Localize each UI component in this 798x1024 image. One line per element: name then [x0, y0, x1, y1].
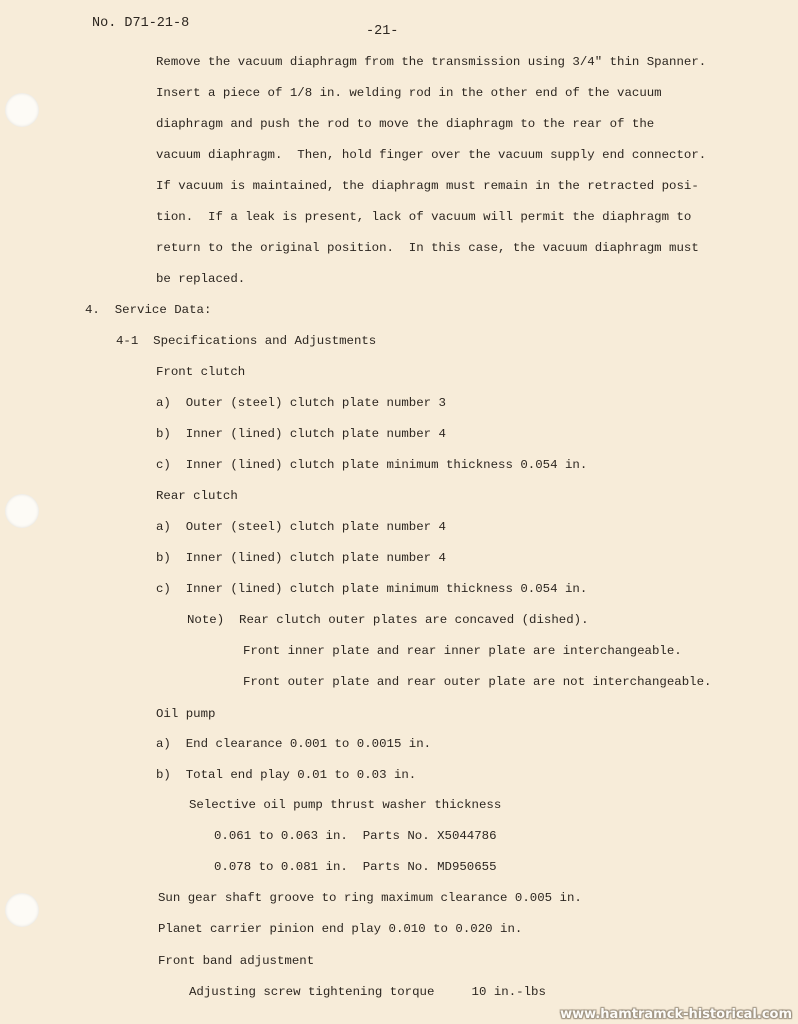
- spec-item: a) Outer (steel) clutch plate number 3: [156, 396, 446, 410]
- spec-item: Planet carrier pinion end play 0.010 to 0.020 in.: [158, 922, 523, 936]
- group-heading: Front band adjustment: [158, 954, 315, 968]
- spec-item: Selective oil pump thrust washer thickness: [189, 798, 502, 812]
- spec-item: c) Inner (lined) clutch plate minimum thickness 0.054 in.: [156, 458, 588, 472]
- spec-item: a) Outer (steel) clutch plate number 4: [156, 520, 446, 534]
- spec-item: Sun gear shaft groove to ring maximum clearance 0.005 in.: [158, 891, 582, 905]
- spec-item: b) Inner (lined) clutch plate number 4: [156, 427, 446, 441]
- document-number: No. D71-21-8: [92, 16, 190, 31]
- watermark: www.hamtramck-historical.com: [560, 1007, 792, 1022]
- group-heading: Oil pump: [156, 707, 216, 721]
- spec-item: Adjusting screw tightening torque 10 in.-lbs: [189, 985, 546, 999]
- paragraph-line: Insert a piece of 1/8 in. welding rod in the other end of the vacuum: [156, 86, 662, 100]
- subsection-heading: 4-1 Specifications and Adjustments: [116, 334, 377, 348]
- spec-item: b) Total end play 0.01 to 0.03 in.: [156, 768, 417, 782]
- note-line: Note) Rear clutch outer plates are concaved (dished).: [187, 613, 589, 627]
- paragraph-line: Remove the vacuum diaphragm from the transmission using 3/4" thin Spanner.: [156, 55, 707, 69]
- group-heading: Front clutch: [156, 365, 246, 379]
- note-line: Front outer plate and rear outer plate are not interchangeable.: [243, 675, 712, 689]
- spec-item: c) Inner (lined) clutch plate minimum thickness 0.054 in.: [156, 582, 588, 596]
- spec-item: a) End clearance 0.001 to 0.0015 in.: [156, 737, 432, 751]
- paragraph-line: If vacuum is maintained, the diaphragm must remain in the retracted posi-: [156, 179, 699, 193]
- note-line: Front inner plate and rear inner plate are interchangeable.: [243, 644, 682, 658]
- paragraph-line: tion. If a leak is present, lack of vacuum will permit the diaphragm to: [156, 210, 692, 224]
- paragraph-line: be replaced.: [156, 272, 246, 286]
- paragraph-line: return to the original position. In this case, the vacuum diaphragm must: [156, 241, 699, 255]
- paragraph-line: vacuum diaphragm. Then, hold finger over the vacuum supply end connector.: [156, 148, 707, 162]
- paragraph-line: diaphragm and push the rod to move the diaphragm to the rear of the: [156, 117, 655, 131]
- spec-item: b) Inner (lined) clutch plate number 4: [156, 551, 446, 565]
- group-heading: Rear clutch: [156, 489, 238, 503]
- page-number: -21-: [366, 24, 399, 39]
- section-heading: 4. Service Data:: [85, 303, 212, 317]
- binder-hole: [5, 494, 39, 528]
- part-number-line: 0.061 to 0.063 in. Parts No. X5044786: [214, 829, 497, 843]
- binder-hole: [5, 893, 39, 927]
- binder-hole: [5, 93, 39, 127]
- part-number-line: 0.078 to 0.081 in. Parts No. MD950655: [214, 860, 497, 874]
